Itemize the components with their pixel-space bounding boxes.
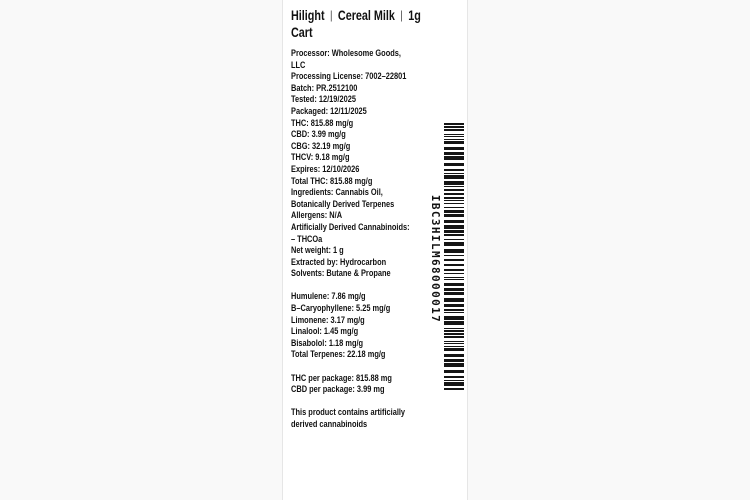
label-line: Solvents: Butane & Propane <box>291 268 391 280</box>
label-line: Limonene: 3.17 mg/g <box>291 314 365 326</box>
pipe-separator: | <box>330 8 333 22</box>
label-line: CBD: 3.99 mg/g <box>291 129 346 141</box>
barcode-bar <box>444 173 464 174</box>
label-line: Processor: Wholesome Goods, <box>291 48 401 59</box>
barcode-bar <box>444 333 464 335</box>
barcode-bar <box>444 230 464 233</box>
barcode-bar <box>444 156 464 160</box>
barcode-bar <box>444 321 464 325</box>
barcode-bar <box>444 207 464 208</box>
barcode-bar <box>444 359 464 362</box>
pipe-separator: | <box>400 8 403 22</box>
product-title-line-2: Cart <box>291 24 313 40</box>
label-line: Tested: 12/19/2025 <box>291 94 356 106</box>
label-line: This product contains artificially <box>291 407 406 419</box>
barcode-bar <box>444 298 464 302</box>
label-line-spacer <box>291 361 428 373</box>
barcode-bar <box>444 134 464 135</box>
label-line: Bisabolol: 1.18 mg/g <box>291 337 364 349</box>
barcode-bar <box>444 370 464 373</box>
barcode-bar <box>444 279 464 280</box>
barcode-bar <box>444 348 464 351</box>
barcode-bar <box>444 380 464 381</box>
label-line: derived cannabinoids <box>291 419 368 430</box>
label-line: THC: 815.88 mg/g <box>291 117 354 129</box>
barcode-bar <box>444 304 464 307</box>
label-line: Packaged: 12/11/2025 <box>291 105 367 117</box>
barcode <box>444 123 464 390</box>
label-line: Botanically Derived Terpenes <box>291 198 395 210</box>
barcode-bar <box>444 255 464 256</box>
barcode-bar <box>444 136 464 137</box>
barcode-bar <box>444 264 464 266</box>
barcode-bar <box>444 330 464 332</box>
barcode-bar <box>444 123 464 125</box>
barcode-bar <box>444 288 464 291</box>
barcode-bar <box>444 234 464 236</box>
barcode-bar <box>444 239 464 240</box>
label-line: Artificially Derived Cannabinoids: <box>291 221 410 233</box>
label-line: Ingredients: Cannabis Oil, <box>291 187 383 199</box>
barcode-bar <box>444 197 464 199</box>
barcode-bar <box>444 336 464 338</box>
label-line: Extracted by: Hydrocarbon <box>291 256 387 268</box>
barcode-bar <box>444 139 464 140</box>
barcode-bar <box>444 249 464 253</box>
barcode-bar <box>444 283 464 286</box>
label-line: Net weight: 1 g <box>291 245 344 257</box>
label-line-spacer <box>291 396 428 408</box>
label-line-spacer <box>291 280 428 292</box>
barcode-bar <box>444 363 464 367</box>
barcode-bar <box>444 214 464 217</box>
label-line: THC per package: 815.88 mg <box>291 372 392 384</box>
barcode-bar <box>444 312 464 313</box>
barcode-bar <box>444 152 464 155</box>
barcode-bar <box>444 388 464 390</box>
product-title <box>291 8 467 41</box>
barcode-bar <box>444 376 464 378</box>
label-line: Processing License: 7002–22801 <box>291 71 407 83</box>
barcode-bar <box>444 316 464 320</box>
barcode-bar <box>444 210 464 213</box>
label-line: Linalool: 1.45 mg/g <box>291 326 359 338</box>
barcode-bar <box>444 273 464 274</box>
label-line: Batch: PR.2512100 <box>291 82 358 94</box>
label-line: – THCOa <box>291 233 323 245</box>
label-line: Total THC: 815.88 mg/g <box>291 175 373 187</box>
barcode-bar <box>444 203 464 204</box>
label-line: Total Terpenes: 22.18 mg/g <box>291 349 386 361</box>
barcode-bar <box>444 277 464 278</box>
barcode-bar <box>444 292 464 295</box>
label-line: CBD per package: 3.99 mg <box>291 384 385 396</box>
barcode-bar <box>444 126 464 128</box>
label-line: B–Caryophyllene: 5.25 mg/g <box>291 303 391 315</box>
barcode-bar <box>444 129 464 131</box>
barcode-bar <box>444 341 464 342</box>
barcode-bar <box>444 193 464 195</box>
barcode-bar <box>444 186 464 187</box>
barcode-bar <box>444 328 464 329</box>
barcode-bar <box>444 141 464 144</box>
product-title-line-1: Hilight | Cereal Milk | 1g <box>291 8 421 23</box>
barcode-bar <box>444 346 464 347</box>
barcode-bar <box>444 169 464 171</box>
product-label <box>282 0 468 500</box>
label-line: LLC <box>291 59 306 71</box>
barcode-bar <box>444 259 464 261</box>
label-line: Humulene: 7.86 mg/g <box>291 291 366 303</box>
barcode-bar <box>444 242 464 246</box>
label-line: CBG: 32.19 mg/g <box>291 140 351 152</box>
label-line: Allergens: N/A <box>291 210 343 222</box>
barcode-bar <box>444 200 464 201</box>
label-line: Expires: 12/10/2026 <box>291 163 360 175</box>
barcode-bar <box>444 220 464 223</box>
barcode-bar <box>444 181 464 185</box>
barcode-text: IBC3HILM68000017 <box>429 194 442 324</box>
barcode-bar <box>444 309 464 311</box>
barcode-bar <box>444 382 464 386</box>
barcode-bar <box>444 269 464 271</box>
barcode-bar <box>444 354 464 357</box>
barcode-bar <box>444 189 464 191</box>
barcode-bar <box>444 147 464 150</box>
barcode-bar <box>444 175 464 179</box>
barcode-bar <box>444 163 464 166</box>
barcode-bar <box>444 343 464 344</box>
label-line: THCV: 9.18 mg/g <box>291 152 350 164</box>
barcode-bar <box>444 225 464 229</box>
